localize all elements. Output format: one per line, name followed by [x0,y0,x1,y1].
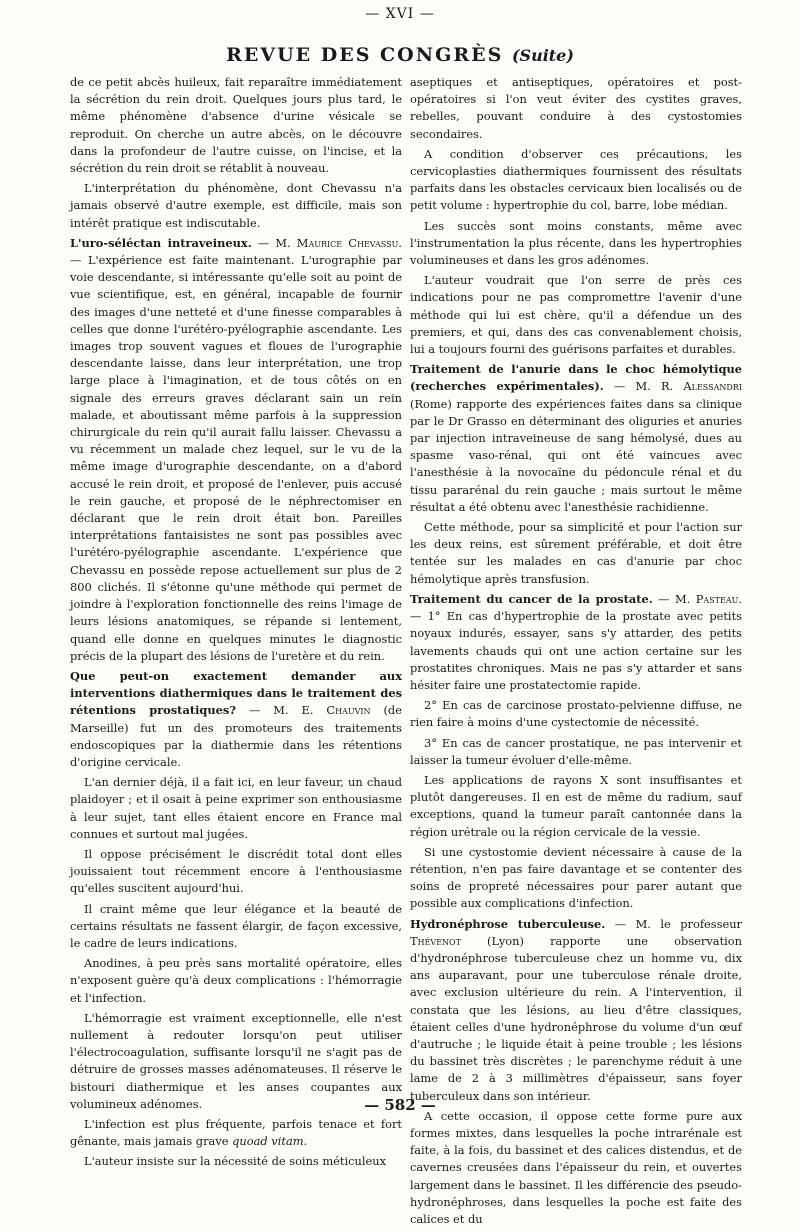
paragraph: 3° En cas de cancer prostatique, ne pas intervenir et laisser la tumeur évoluer d'elle-même. [410,735,742,767]
latin-phrase: quoad vitam. [232,1134,308,1149]
section-author: E. Chauvin [301,703,371,718]
paragraph: L'interprétation du phénomène, dont Chevassu n'a jamais observé d'autre exemple, est difficile, mais son intérêt pratique est indiscutable. [70,181,402,230]
paragraph: L'hémorragie est vraiment exceptionnelle, elle n'est nullement à redouter lorsqu'on peut utiliser l'électrocoagulation, suffisante lorsqu'il ne s'agit pas de détruire de grosses masses adénomateuses. Il réserve le bistouri diathermique et les anses coupantes aux volumineux adénomes. [70,1010,402,1111]
section-text: — L'expérience est faite maintenant. L'urographie par voie descendante, si intéressante qu'elle soit au point de vue scientifique, est, en général, incapable de fournir des images d'une netteté et d'une finesse comparables à celles que donne l'urétéro-pyélographie ascendante. Les images trop souvent vagues et floues de l'urographie descendante laisse, dans leur interprétation, une trop large place à l'imagination, et de tous côtés on en signale des erreurs graves déclarant sain un rein malade, et aboutissant même parfois à la suppression chirurgicale du rein qu'il aurait fallu laisser. Chevassu a vu récemment un malade chez lequel, sur le vu de la même image d'urographie descendante, on a d'abord accusé le rein droit, et proposé de l'enlever, puis accusé le rein gauche, et proposé de le néphrectomiser en déclarant que le rein droit était bon. Pareilles interprétations fantaisistes ne sont pas possibles avec l'urétéro-pyélographie ascendante. L'expérience que Chevassu en possède repose actuellement sur plus de 2 800 clichés. Il s'étonne qu'une méthode qui permet de joindre à l'exploration fonctionnelle des reins l'image de leurs lésions anatomiques, se répande si lentement, quand elle donne en quelques minutes le diagnostic précis de la plupart des lésions de l'uretère et du rein. [70,253,402,663]
section-heading: L'uro-séléctan intraveineux. [70,235,252,250]
paragraph: A cette occasion, il oppose cette forme pure aux formes mixtes, dans lesquelles la poche intrarénale est faite, à la fois, du bassinet et des calices distendus, et de cavernes creusées dans l'épaisseur du rein, et ouvertes largement dans le bassinet. Il les différencie des pseudo-hydronéphroses, dans lesquelles la poche est faite des calices et du [410,1108,742,1226]
right-column [410,74,742,1231]
paragraph: Si une cystostomie devient nécessaire à cause de la rétention, n'en pas faire davantage et se contenter des soins de propreté nécessaires pour parer autant que possible aux complications d'infection. [410,844,742,911]
paragraph: Les succès sont moins constants, même avec l'instrumentation la plus récente, dans les hypertrophies volumineuses et dans les gros adénomes. [410,218,742,268]
section-hydronephrose [410,916,742,1105]
left-column [70,74,402,1174]
paragraph: L'an dernier déjà, il a fait ici, en leur faveur, un chaud plaidoyer ; et il osait à peine exprimer son enthousiasme à leur sujet, tant elles étaient encore en France mal connues et surtout mal jugées. [70,775,402,841]
paragraph: 2° En cas de carcinose prostato-pelvienne diffuse, ne rien faire à moins d'une cystectomie de nécessité. [410,698,742,730]
section-cancer-prostate [410,591,742,694]
section-author: Pasteau. [695,591,742,606]
journal-title-suffix: (Suite) [511,46,574,65]
paragraph [70,1116,402,1150]
paragraph: Les applications de rayons X sont insuffisantes et plutôt dangereuses. Il en est de même du radium, sauf exceptions, quand la tumeur paraît cantonnée dans la région urétrale ou la région cervicale de la vessie. [410,772,742,839]
section-author: R. Alessandri [661,379,742,394]
section-author: Thévenot [410,933,461,948]
paragraph: Il oppose précisément le discrédit total dont elles jouissaient tout récemment encore à l'enthousiasme qu'elles suscitent aujourd'hui. [70,846,402,896]
paragraph: de ce petit abcès huileux, fait reparaître immédiatement la sécrétion du rein droit. Quelques jours plus tard, le même phénomène d'absence d'urine vésicale se reproduit. On cherche un autre abcès, on le découvre dans la profondeur de l'autre cuisse, on l'incise, et la sécrétion du rein droit se rétablit à nouveau. [70,75,402,176]
journal-title-text: REVUE DES CONGRÈS [226,44,504,66]
section-dash: — M. [652,591,696,606]
section-author: Maurice Chevassu. [296,235,402,250]
section-text: (Lyon) rapporte une observation d'hydronéphrose tuberculeuse chez un homme vu, dix ans auparavant, pour une tuberculose rénale droite, avec exclusion ultérieure du rein. A l'intervention, il constata que les lésions, au lieu d'être classiques, étaient celles d'une hydronéphrose du volume d'un œuf d'autruche ; le liquide était à peine trouble ; les lésions du bassinet très discrètes ; le parenchyme réduit à une lame de 2 à 3 millimètres d'épaisseur, sans foyer tuberculeux dans son intérieur. [410,933,742,1103]
section-dash: — M. le professeur [605,916,742,931]
section-text: — 1° En cas d'hypertrophie de la prostate avec petits noyaux indurés, essayer, sans s'y attarder, des petits lavements chauds qui ont une action certaine sur les prostatites chroniques. Mais ne pas s'y attarder et sans hésiter faire une prostatectomie rapide. [410,609,742,692]
paragraph: A condition d'observer ces précautions, les cervicoplasties diathermiques fournissent des résultats parfaits dans les obstacles cervicaux bien localisés ou de petit volume : hypertrophie du col, barre, lobe médian. [410,146,742,213]
paragraph: Cette méthode, pour sa simplicité et pour l'action sur les deux reins, est sûrement préférable, et doit être tentée sur les malades en cas d'anurie par choc hémolytique après transfusion. [410,520,742,586]
section-dash: — M. [236,703,302,718]
folio-roman-numeral: — XVI — [365,6,435,22]
section-diathermie [70,668,402,771]
paragraph: L'auteur voudrait que l'on serre de près ces indications pour ne pas compromettre l'avenir d'une méthode qui lui est chère, qu'il a défendue un des premiers, et qui, dans des cas convenablement choisis, lui a toujours fourni des guérisons parfaites et durables. [410,273,742,357]
section-heading: Hydronéphrose tuberculeuse. [410,916,606,931]
page-number: — 582 — [364,1096,436,1114]
paragraph-text: L'infection est plus fréquente, parfois tenace et fort gênante, mais jamais grave [70,1116,402,1149]
section-text: (de Marseille) fut un des promoteurs des traitements endoscopiques par la diathermie dans les rétentions d'origine cervicale. [70,703,402,769]
section-dash: — M. [251,235,297,250]
paragraph: L'auteur insiste sur la nécessité de soins méticuleux [84,1154,386,1169]
paragraph: Il craint même que leur élégance et la beauté de certains résultats ne fassent élargir, de façon excessive, le cadre de leurs indications. [70,901,402,950]
journal-title [0,44,800,67]
section-uroselectan [70,235,402,665]
section-heading: Que peut-on exactement demander aux interventions diathermiques dans le traitement des rétentions prostatiques? [70,668,402,718]
section-text: (Rome) rapporte des expériences faites dans sa clinique par le Dr Grasso en déterminant des oliguries et anuries par injection intraveineuse de sang hémolysé, dues au spasme vaso-rénal, qui ont été vaincues avec l'anesthésie à la novocaïne du pédoncule rénal et du tissu pararénal du rein gauche ; mais surtout le même résultat a été obtenu avec l'anesthésie rachidienne. [410,396,742,514]
paragraph: Anodines, à peu près sans mortalité opératoire, elles n'exposent guère qu'à deux complications : l'hémorragie et l'infection. [70,956,402,1005]
section-heading: Traitement de l'anurie dans le choc hémolytique (recherches expérimentales). [410,362,742,394]
paragraph: aseptiques et antiseptiques, opératoires et post-opératoires si l'on veut éviter des cystites graves, rebelles, pouvant conduire à des cystostomies secondaires. [410,75,742,141]
section-heading: Traitement du cancer de la prostate. [410,591,653,606]
section-anurie [410,361,742,516]
section-dash: — M. [603,379,661,394]
